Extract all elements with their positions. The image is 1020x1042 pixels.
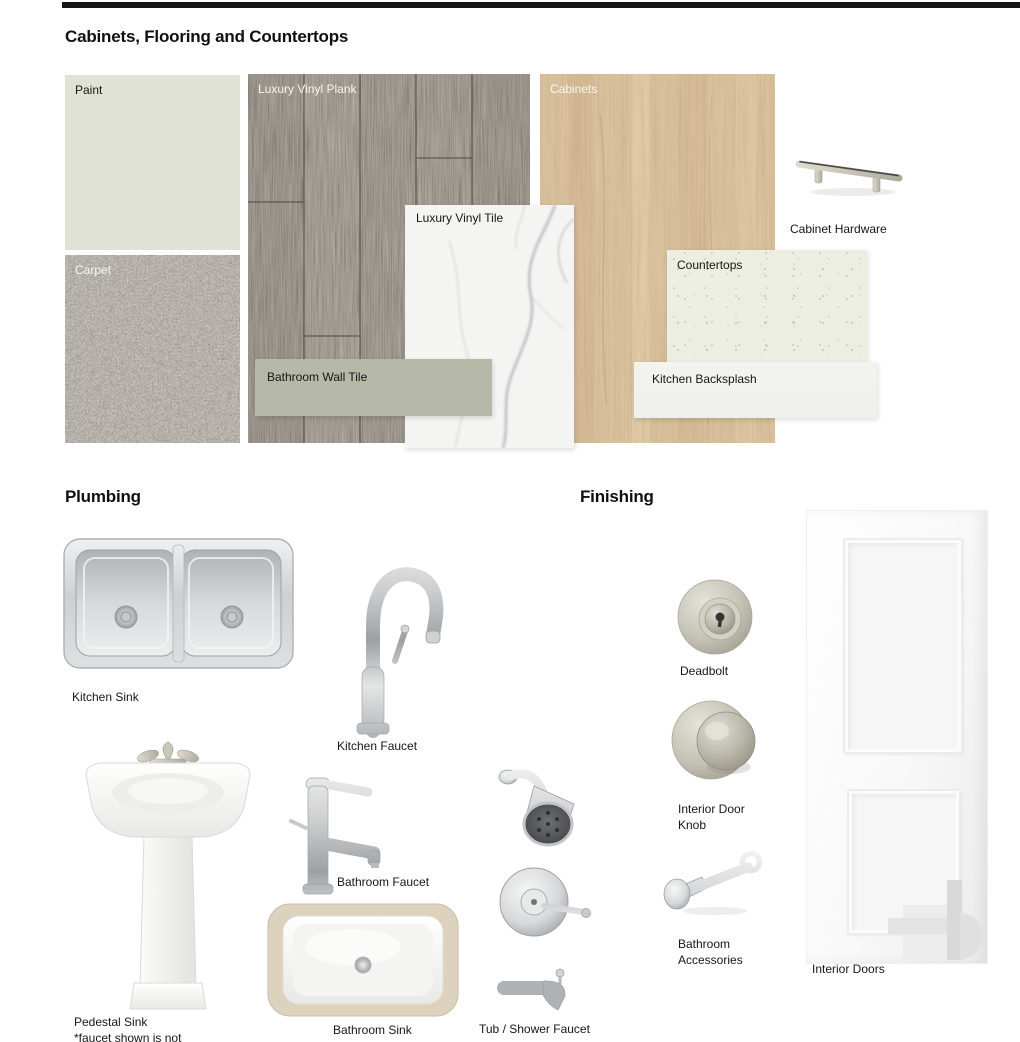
- bathroom-sink-label: Bathroom Sink: [333, 1023, 412, 1037]
- interior-doors-label: Interior Doors: [812, 962, 885, 976]
- carpet-label: Carpet: [75, 263, 112, 277]
- luxury-vinyl-plank-label: Luxury Vinyl Plank: [258, 82, 357, 96]
- finishing-heading: Finishing: [580, 487, 654, 506]
- plumbing-heading: Plumbing: [65, 487, 141, 506]
- cabinet-hardware-label: Cabinet Hardware: [790, 222, 887, 236]
- paint-label: Paint: [75, 83, 103, 97]
- pedestal-sink-footnote: *faucet shown is not: [74, 1031, 182, 1042]
- pedestal-sink-image: [68, 721, 268, 1015]
- tub-shower-faucet-image: [486, 762, 598, 1014]
- bathroom-faucet-label: Bathroom Faucet: [337, 875, 430, 889]
- deadbolt-label: Deadbolt: [680, 664, 729, 678]
- materials-heading: Cabinets, Flooring and Countertops: [65, 27, 349, 46]
- kitchen-faucet-image: [333, 531, 451, 739]
- bathroom-sink-image: [267, 899, 459, 1019]
- interior-door-knob-label: Interior Door Knob: [678, 802, 745, 832]
- kitchen-sink-image: [62, 537, 295, 670]
- kitchen-backsplash-label: Kitchen Backsplash: [652, 372, 757, 386]
- cabinets-label: Cabinets: [550, 82, 598, 96]
- top-accent-bar: [62, 2, 1020, 8]
- countertops-swatch: [667, 250, 867, 368]
- carpet-swatch: [65, 255, 240, 443]
- deadbolt-image: [676, 577, 754, 657]
- bathroom-accessories-label: Bathroom Accessories: [678, 937, 743, 967]
- luxury-vinyl-tile-label: Luxury Vinyl Tile: [416, 211, 504, 225]
- kitchen-sink-label: Kitchen Sink: [72, 690, 139, 704]
- kitchen-faucet-label: Kitchen Faucet: [337, 739, 418, 753]
- bathroom-wall-tile-swatch: [255, 359, 492, 416]
- countertops-label: Countertops: [677, 258, 743, 272]
- carpet-texture-image: [65, 255, 240, 443]
- kitchen-backsplash-swatch: [634, 362, 877, 418]
- paint-swatch: [65, 75, 240, 250]
- interior-door-knob-image: [671, 697, 761, 783]
- bathroom-accessories-image: [660, 848, 764, 920]
- pedestal-sink-label: Pedestal Sink: [74, 1015, 148, 1029]
- cabinet-hardware-image: [793, 152, 905, 200]
- door-upper-panel: [843, 538, 963, 754]
- tub-shower-faucet-label: Tub / Shower Faucet: [479, 1022, 590, 1036]
- bathroom-wall-tile-label: Bathroom Wall Tile: [267, 370, 368, 384]
